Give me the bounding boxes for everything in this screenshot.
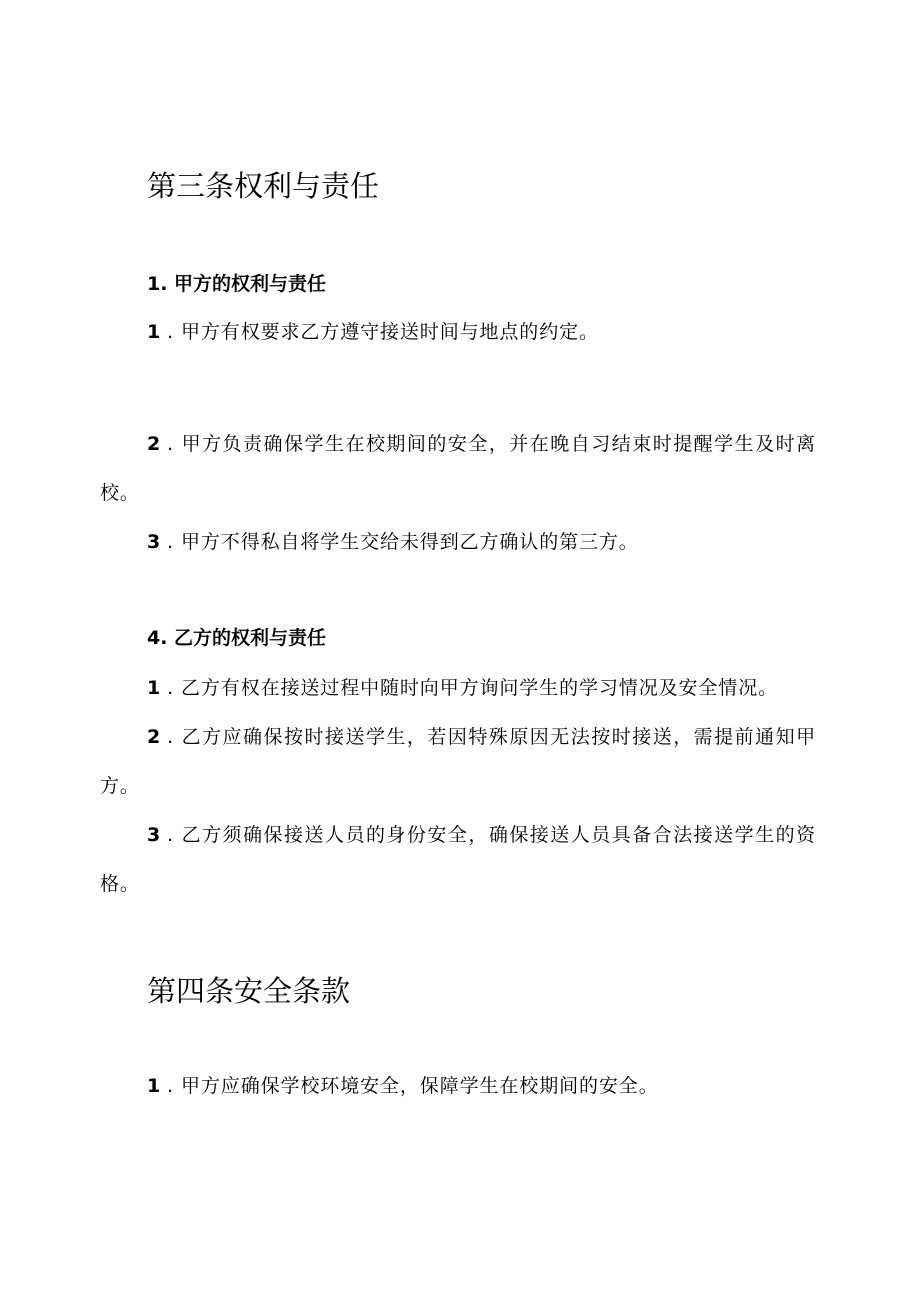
section-title-article-3: 第三条权利与责任 [147,169,380,203]
party-b-item-3 [100,811,816,909]
item-number: 3 [147,531,162,553]
item-number: 1 [147,1075,162,1097]
party-a-heading: 1. 甲方的权利与责任 [147,273,327,295]
item-text: . 甲方应确保学校环境安全，保障学生在校期间的安全。 [167,1075,659,1097]
party-a-item-2 [100,420,816,518]
party-b-item-2 [100,713,816,811]
item-text: . 甲方负责确保学生在校期间的安全，并在晚自习结束时提醒学生及时离校。 [100,433,816,504]
item-number: 1 [147,321,162,343]
item-text: . 甲方不得私自将学生交给未得到乙方确认的第三方。 [167,531,639,553]
party-a-item-3 [100,518,816,567]
item-text: . 乙方应确保按时接送学生，若因特殊原因无法按时接送，需提前通知甲方。 [100,726,816,797]
item-number: 2 [147,726,162,748]
party-b-heading: 4. 乙方的权利与责任 [147,627,327,649]
item-number: 1 [147,677,162,699]
party-a-item-1 [100,308,816,357]
item-text: . 乙方须确保接送人员的身份安全，确保接送人员具备合法接送学生的资格。 [100,824,816,895]
item-text: . 乙方有权在接送过程中随时向甲方询问学生的学习情况及安全情况。 [167,677,779,699]
section-title-article-4: 第四条安全条款 [147,974,351,1008]
party-b-item-1 [100,664,816,713]
safety-item-1 [100,1062,816,1111]
item-text: . 甲方有权要求乙方遵守接送时间与地点的约定。 [167,321,599,343]
item-number: 3 [147,824,162,846]
item-number: 2 [147,433,162,455]
